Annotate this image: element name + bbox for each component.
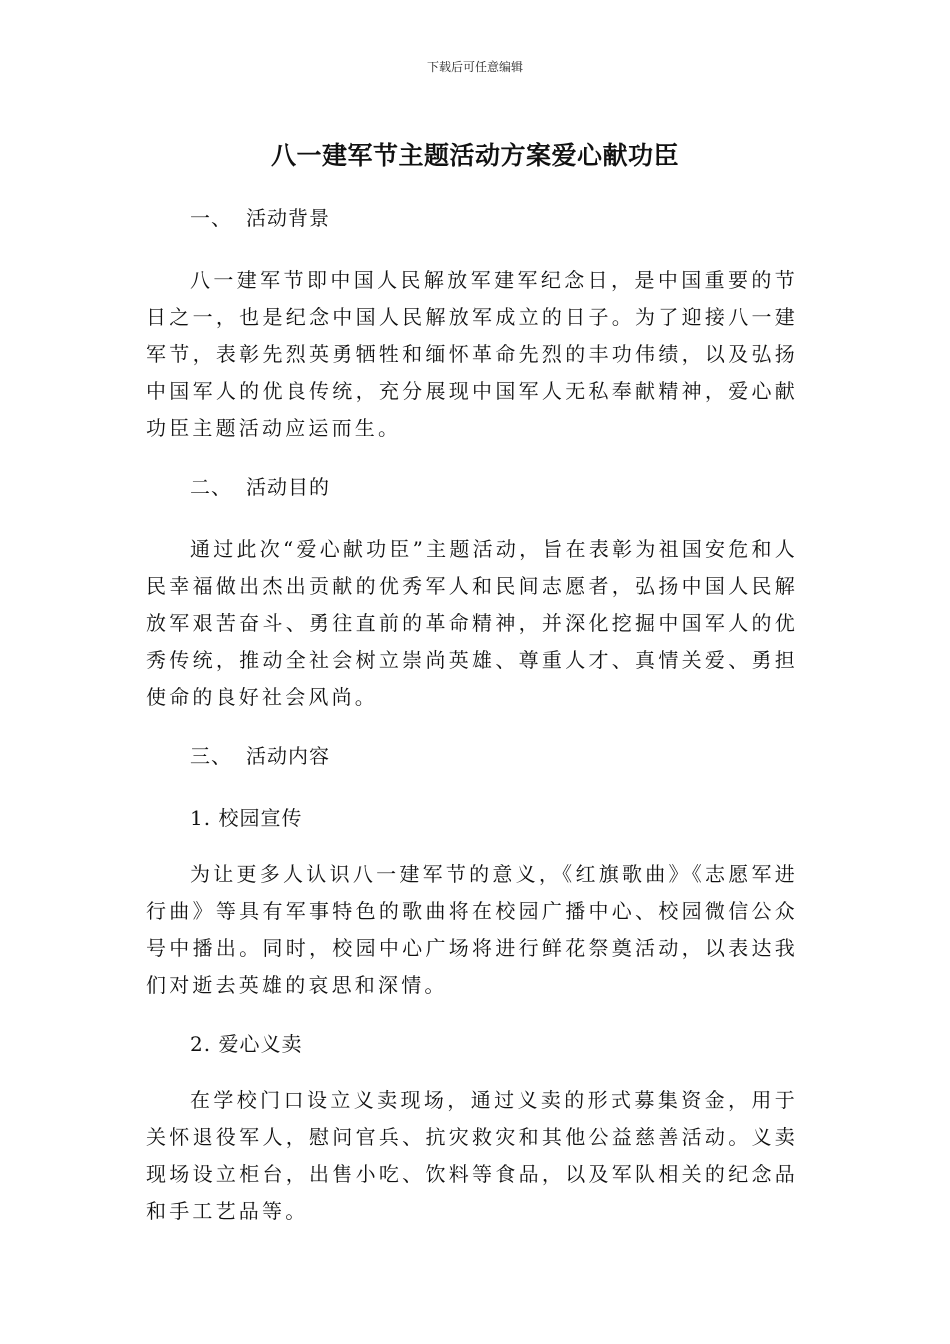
paragraph-charity-sale: 在学校门口设立义卖现场，通过义卖的形式募集资金，用于关怀退役军人，慰问官兵、抗灾救灾和其他公益慈善活动。义卖现场设立柜台，出售小吃、饮料等食品，以及军队相关的纪念品和手工艺品等。	[146, 1088, 798, 1223]
subheading-charity-sale: 2. 爱心义卖	[190, 1032, 303, 1056]
section-number: 一、	[190, 206, 232, 230]
header-note: 下载后可任意编辑	[426, 60, 523, 74]
section-number: 二、	[190, 475, 232, 499]
paragraph-campus-publicity: 为让更多人认识八一建军节的意义，《红旗歌曲》《志愿军进行曲》等具有军事特色的歌曲将在校园广播中心、校园微信公众号中播出。同时，校园中心广场将进行鲜花祭奠活动，以表达我们对逝去英雄的哀思和深情。	[146, 862, 798, 997]
paragraph-purpose: 通过此次“爱心献功臣”主题活动，旨在表彰为祖国安危和人民幸福做出杰出贡献的优秀军人和民间志愿者，弘扬中国人民解放军艰苦奋斗、勇往直前的革命精神，并深化挖掘中国军人的优秀传统，推动全社会树立崇尚英雄、尊重人才、真情关爱、勇担使命的良好社会风尚。	[146, 537, 798, 709]
document-title: 八一建军节主题活动方案爱心献功臣	[270, 141, 679, 170]
section-heading-background	[146, 200, 798, 236]
section-number: 三、	[190, 744, 232, 768]
section-label: 活动目的	[246, 475, 330, 499]
section-label: 活动背景	[246, 206, 330, 230]
section-heading-purpose	[146, 469, 798, 505]
paragraph-background: 八一建军节即中国人民解放军建军纪念日，是中国重要的节日之一，也是纪念中国人民解放军成立的日子。为了迎接八一建军节，表彰先烈英勇牺牲和缅怀革命先烈的丰功伟绩，以及弘扬中国军人的优良传统，充分展现中国军人无私奉献精神，爱心献功臣主题活动应运而生。	[146, 268, 798, 440]
section-label: 活动内容	[246, 744, 330, 768]
subheading-campus-publicity: 1. 校园宣传	[190, 806, 303, 830]
document-body	[146, 200, 798, 1252]
section-heading-content	[146, 738, 798, 774]
